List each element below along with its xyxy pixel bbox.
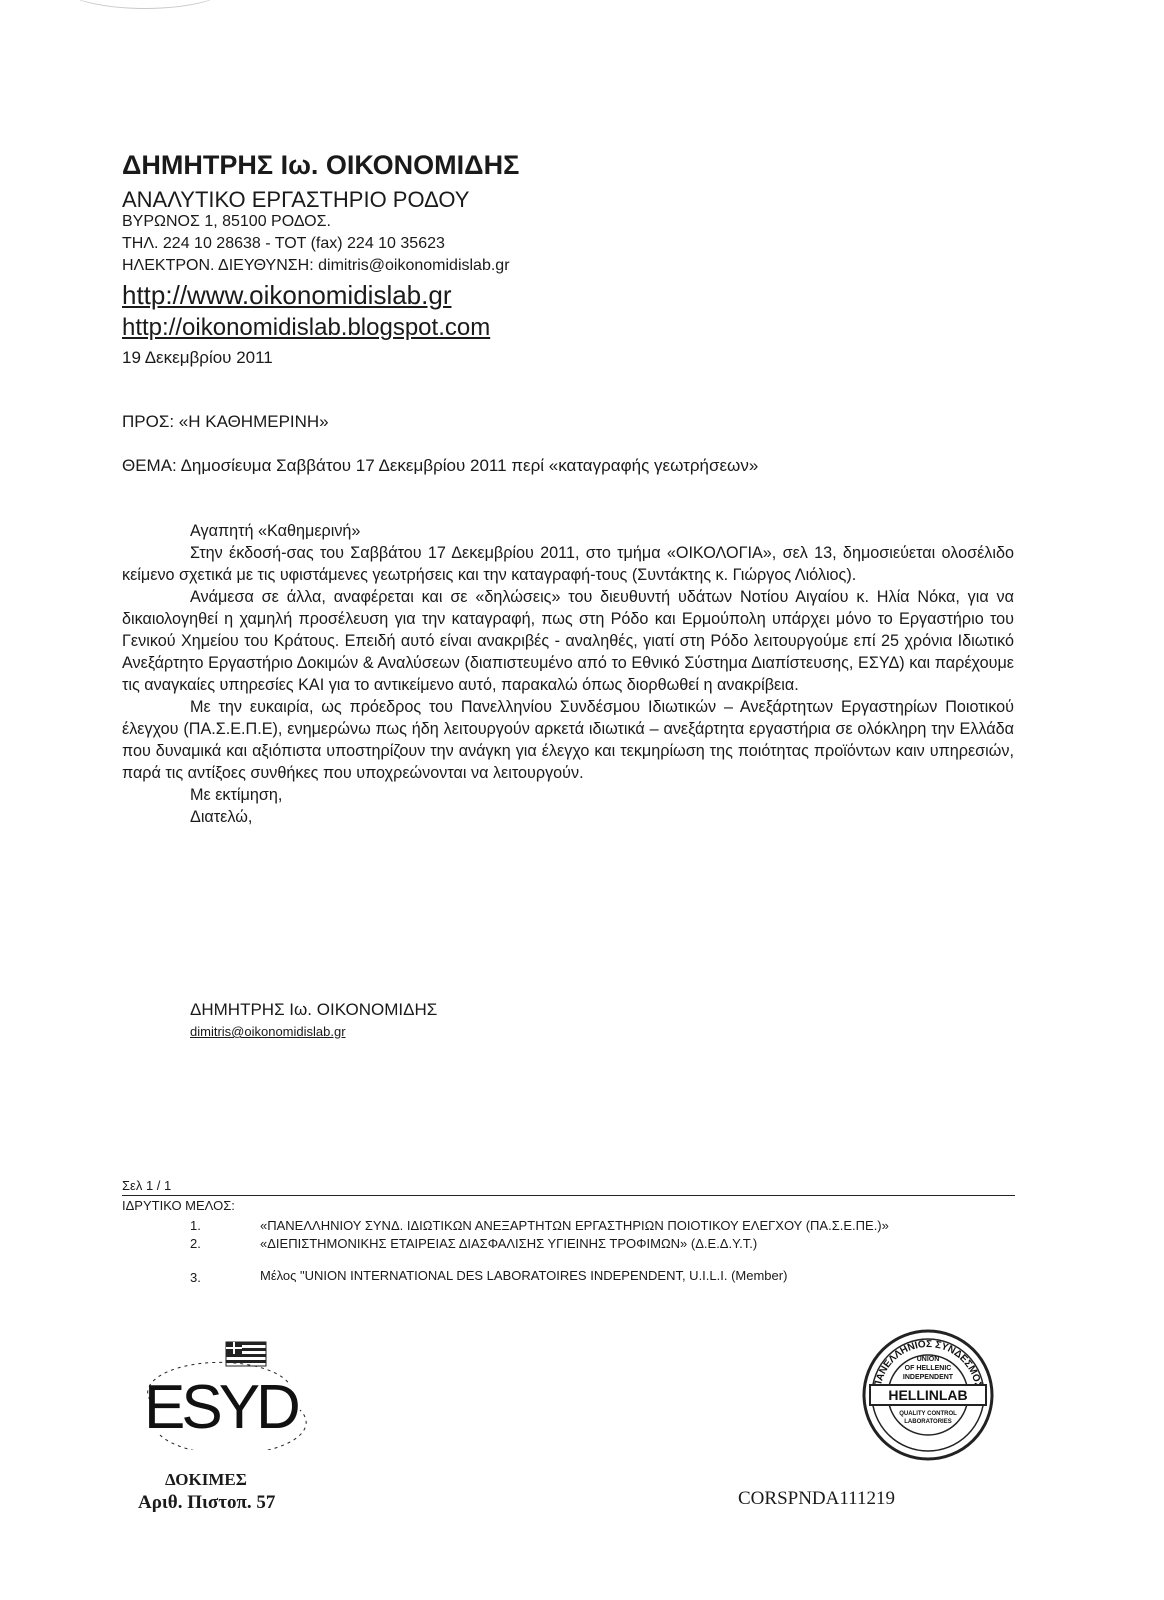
footer-divider bbox=[122, 1195, 1015, 1196]
recipient-line: ΠΡΟΣ: «Η ΚΑΘΗΜΕΡΙΝΗ» bbox=[122, 412, 329, 431]
closing-regards: Με εκτίμηση, bbox=[190, 786, 283, 804]
member-number: 2. bbox=[190, 1236, 201, 1251]
greek-flag-icon bbox=[226, 1342, 266, 1366]
seal-inner-text: LABORATORIES bbox=[904, 1419, 952, 1425]
closing-remain: Διατελώ, bbox=[190, 808, 253, 826]
seal-inner-text: OF HELLENIC bbox=[904, 1365, 952, 1372]
member-text: «ΔΙΕΠΙΣΤΗΜΟΝΙΚΗΣ ΕΤΑΙΡΕΙΑΣ ΔΙΑΣΦΑΛΙΣΗΣ ΥΓΙΕΙΝΗΣ ΤΡΟΦΙΜΩΝ» (Δ.Ε.Δ.Υ.Τ.) bbox=[260, 1236, 758, 1251]
members-heading: ΙΔΡΥΤΙΚΟ ΜΕΛΟΣ: bbox=[122, 1198, 235, 1213]
accreditation-number: Αριθ. Πιστοπ. 57 bbox=[138, 1492, 276, 1513]
member-number: 3. bbox=[190, 1270, 201, 1285]
sender-name: ΔΗΜΗΤΡΗΣ Ιω. ΟΙΚΟΝΟΜΙΔΗΣ bbox=[122, 150, 520, 180]
esyd-logo-text: ESYD bbox=[144, 1373, 297, 1442]
member-number: 1. bbox=[190, 1218, 201, 1233]
sender-address: ΒΥΡΩΝΟΣ 1, 85100 ΡΟΔΟΣ. bbox=[122, 213, 331, 230]
esyd-logo-graphic bbox=[130, 1340, 320, 1450]
sender-email-line: ΗΛΕΚΤΡΟΝ. ΔΙΕΥΘΥΝΣΗ: dimitris@oikonomidislab.gr bbox=[122, 257, 510, 274]
blog-link[interactable]: http://oikonomidislab.blogspot.com bbox=[122, 314, 491, 341]
member-text: Μέλος "UNION INTERNATIONAL DES LABORATOIRES INDEPENDENT, U.I.L.I. (Member) bbox=[260, 1268, 788, 1283]
signature-email[interactable]: dimitris@oikonomidislab.gr bbox=[190, 1024, 346, 1039]
seal-band-text: HELLINLAB bbox=[888, 1387, 968, 1403]
accreditation-label: ΔΟΚΙΜΕΣ bbox=[165, 1470, 247, 1489]
seal-top-text: ΑΝΕΛΛΗΝΙΟΣ ΣΥΝΔΕΣΜΟ bbox=[874, 1338, 983, 1384]
hellinlab-seal-graphic bbox=[860, 1327, 996, 1463]
hellinlab-seal bbox=[860, 1327, 996, 1463]
page-number: Σελ 1 / 1 bbox=[122, 1178, 172, 1193]
greeting: Αγαπητή «Καθημερινή» bbox=[190, 522, 361, 540]
sender-phone: ΤΗΛ. 224 10 28638 - ΤΟΤ (fax) 224 10 35623 bbox=[122, 235, 445, 252]
paragraph-2: Ανάμεσα σε άλλα, αναφέρεται και σε «δηλώσεις» του διευθυντή υδάτων Νοτίου Αιγαίου κ. Ηλία Νόκα, για να δικαιολογηθεί η χαμηλή προσέλευση για την καταγραφή, πως στη Ρόδο και Ερμούπολη υπάρχει μόνο το Εργαστήριο του Γενικού Χημείου του Κράτους. Επειδή αυτό είναι ανακριβές - αναληθές, γιατί στη Ρόδο λειτουργούμε επί 25 χρόνια Ιδιωτικό Ανεξάρτητο Εργαστήριο Δοκιμών & Αναλύσεων (διαπιστευμένο από το Εθνικό Σύστημα Διαπίστευσης, ΕΣΥΔ) και παρέχουμε τις αναγκαίες υπηρεσίες ΚΑΙ για το αντικείμενο αυτό, παρακαλώ όπως διορθωθεί η ανακρίβεια. bbox=[122, 588, 1014, 694]
seal-inner-text: UNION bbox=[916, 1356, 940, 1363]
letter-date: 19 Δεκεμβρίου 2011 bbox=[122, 348, 273, 367]
subject-line: ΘΕΜΑ: Δημοσίευμα Σαββάτου 17 Δεκεμβρίου 2011 περί «καταγραφής γεωτρήσεων» bbox=[122, 456, 759, 475]
paragraph-3: Με την ευκαιρία, ως πρόεδρος του Πανελληνίου Συνδέσμου Ιδιωτικών – Ανεξάρτητων Εργαστηρίων Ποιοτικού έλεγχου (ΠΑ.Σ.Ε.Π.Ε), ενημερώνω πως ήδη λειτουργούν αρκετά ιδιωτικά – ανεξάρτητα εργαστήρια σε ολόκληρη την Ελλάδα που δυναμικά και αξιόπιστα υποστηρίζουν την ανάγκη για έλεγχο και τεκμηρίωση της ποιότητας προϊόντων καιν υπηρεσιών, παρά τις αντίξοες συνθήκες που υποχρεώνονται να λειτουργούν. bbox=[122, 698, 1014, 782]
seal-inner-text: QUALITY CONTROL bbox=[899, 1411, 957, 1417]
website-link[interactable]: http://www.oikonomidislab.gr bbox=[122, 280, 452, 310]
paragraph-1: Στην έκδοσή-σας του Σαββάτου 17 Δεκεμβρίου 2011, στο τμήμα «ΟΙΚΟΛΟΓΙΑ», σελ 13, δημοσιεύεται ολοσέλιδο κείμενο σχετικά με τις υφιστάμενες γεωτρήσεις και την καταγραφή-τους (Συντάκτης κ. Γιώργος Λιόλιος). bbox=[122, 544, 1014, 584]
esyd-logo bbox=[130, 1340, 320, 1450]
seal-inner-text: INDEPENDENT bbox=[902, 1374, 954, 1381]
signature-name: ΔΗΜΗΤΡΗΣ Ιω. ΟΙΚΟΝΟΜΙΔΗΣ bbox=[190, 1000, 438, 1019]
letter-body bbox=[122, 520, 1014, 828]
reference-code: CORSPNDA111219 bbox=[738, 1488, 895, 1509]
lab-name: ΑΝΑΛΥΤΙΚΟ ΕΡΓΑΣΤΗΡΙΟ ΡΟΔΟΥ bbox=[122, 187, 470, 212]
page-corner-mark bbox=[60, 0, 230, 9]
member-text: «ΠΑΝΕΛΛΗΝΙΟΥ ΣΥΝΔ. ΙΔΙΩΤΙΚΩΝ ΑΝΕΞΑΡΤΗΤΩΝ ΕΡΓΑΣΤΗΡΙΩΝ ΠΟΙΟΤΙΚΟΥ ΕΛΕΓΧΟΥ (ΠΑ.Σ.Ε.ΠΕ.)» bbox=[260, 1218, 889, 1233]
